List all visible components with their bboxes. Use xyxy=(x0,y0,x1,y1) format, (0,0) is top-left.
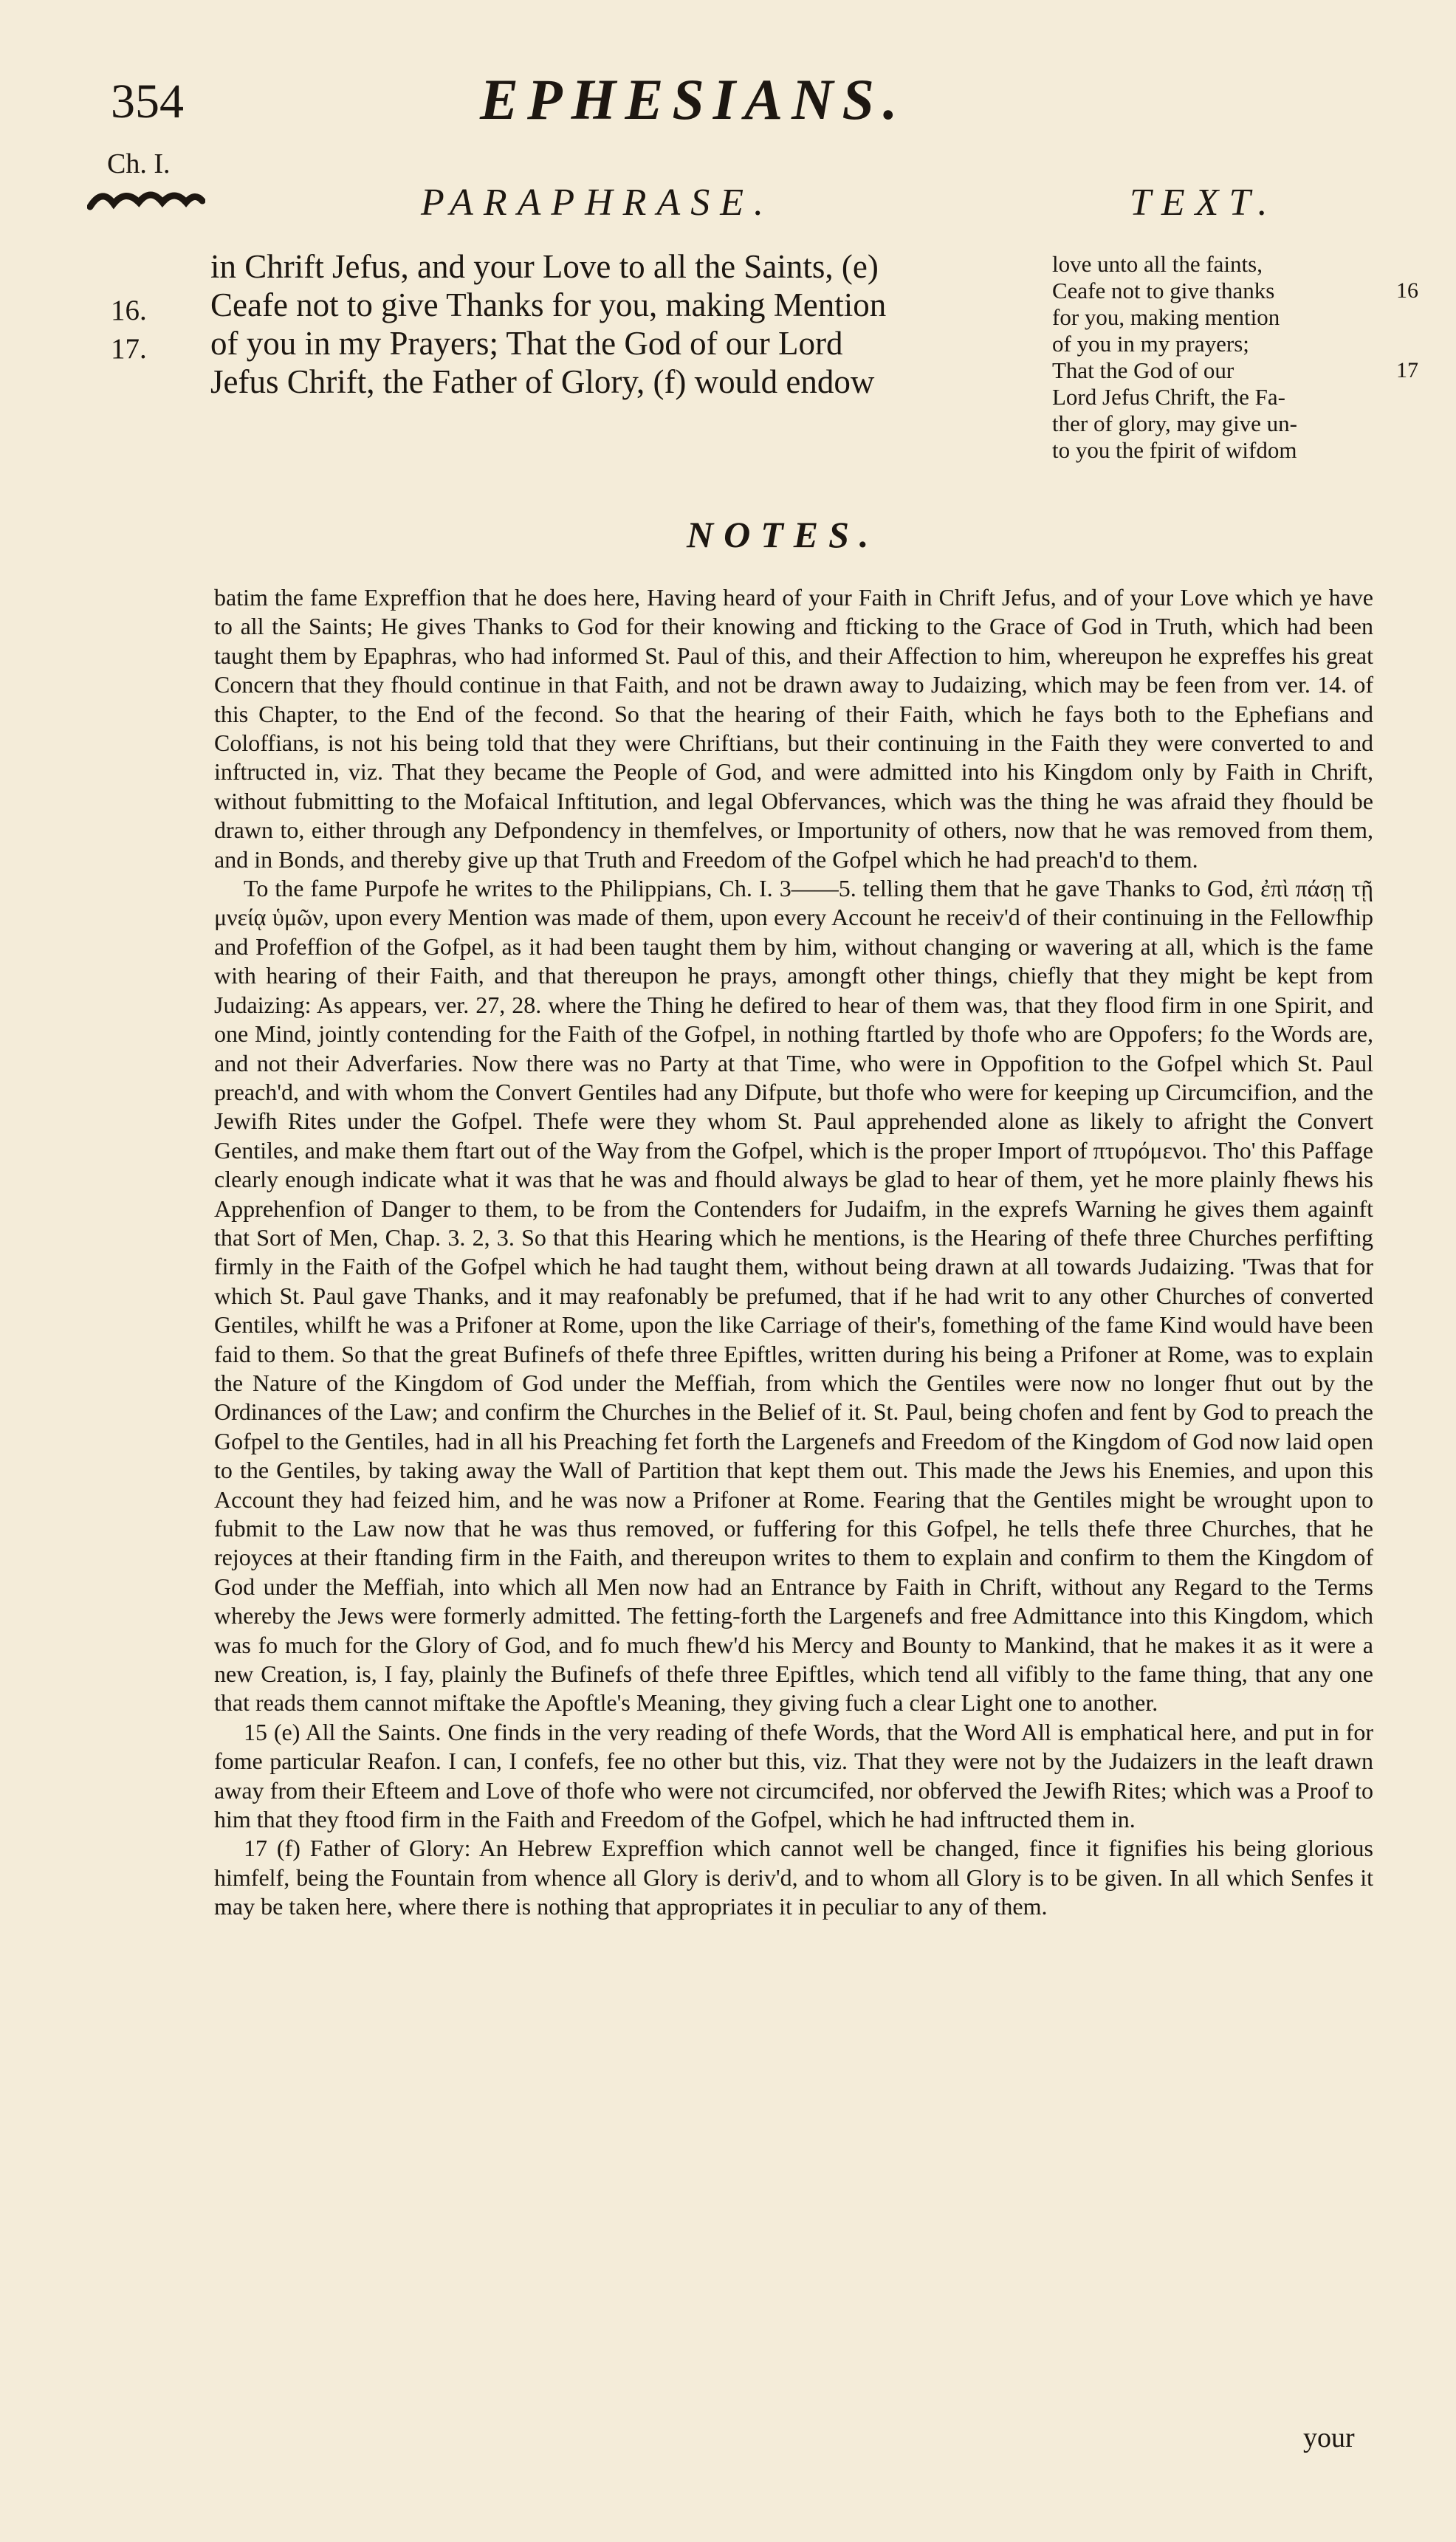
verse-number xyxy=(111,368,147,407)
paraphrase-heading: PARAPHRASE. xyxy=(421,182,774,224)
catchword: your xyxy=(1303,2422,1355,2453)
text-line-content: of you in my prayers; xyxy=(1052,331,1249,357)
paraphrase-column xyxy=(210,247,1037,401)
running-title: EPHESIANS. xyxy=(480,67,907,131)
text-line-content: Ceafe not to give thanks xyxy=(1052,278,1275,303)
text-line-content: That the God of our xyxy=(1052,357,1234,383)
paraphrase-line: Jefus Chrift, the Father of Glory, (f) would endow xyxy=(210,363,875,400)
verse-numbers xyxy=(111,253,147,407)
text-verse-number: 16 xyxy=(1396,278,1418,303)
verse-number: 17. xyxy=(111,333,147,365)
text-line-content: love unto all the faints, xyxy=(1052,251,1263,277)
text-line xyxy=(1052,304,1399,331)
text-verse-number: 17 xyxy=(1396,358,1418,382)
paraphrase-line: in Chrift Jefus, and your Love to all the Saints, (e) xyxy=(210,248,879,285)
note-paragraph: To the fame Purpofe he writes to the Philippians, Ch. I. 3——5. telling them that he gave Thanks to God, ἐπὶ πάσῃ τῇ μνείᾳ ὑμῶν, upon every Mention was made of them, upon every Account he receiv'd of their continuing in the Fellowfhip and Profeffion of the Gofpel, as it had been taught them by him, without changing or wavering at all, which is the fame with hearing of their Faith, and that thereupon he prays, amongft other things, chiefly that they might be kept from Judaizing: As appears, ver. 27, 28. where the Thing he defired to hear of them was, that they flood firm in one Spirit, and one Mind, jointly contending for the Faith of the Gofpel, in nothing ftartled by thofe who are Oppofers; fo the Words are, and not their Adverfaries. Now there was no Party at that Time, who were in Oppofition to the Gofpel which St. Paul preach'd, and with whom the Convert Gentiles had any Difpute, but thofe who were for keeping up Circumcifion, and the Jewifh Rites under the Gofpel. Thefe were they whom St. Paul apprehended alone as likely to afright the Convert Gentiles, and make them ftart out of the Way from the Gofpel, which is the proper Import of πτυρόμενοι. Tho' this Paffage clearly enough indicate what it was that he was and fhould always be glad to hear of them, yet he more plainly fhews his Apprehenfion of Danger to them, to be from the Contenders for Judaifm, in the exprefs Warning he gives them againft that Sort of Men, Chap. 3. 2, 3. So that this Hearing which he mentions, is the Hearing of thefe three Churches perfifting firmly in the Faith of the Gofpel which he had taught them, without being drawn at all towards Judaizing. 'Twas that for which St. Paul gave Thanks, and it may reafonably be prefumed, that if he had writ to any other Churches of converted Gentiles, whilft he was a Prifoner at Rome, upon the like Carriage of their's, fomething of the fame Kind would have been faid to them. So that the great Bufinefs of thefe three Epiftles, written during his being a Prifoner at Rome, was to explain the Nature of the Kingdom of God under the Meffiah, from which the Gentiles were now no longer fhut out by the Ordinances of the Law; and confirm the Churches in the Belief of it. St. Paul, being chofen and fent by God to preach the Gofpel to the Gentiles, had in all his Preaching fet forth the Largenefs and Freedom of the Kingdom of God now laid open to the Gentiles, by taking away the Wall of Partition that kept them out. This made the Jews his Enemies, and upon this Account they had feized him, and he was now a Prifoner at Rome. Fearing that the Gentiles might be wrought upon to fubmit to the Law now that he was thus removed, or fuffering for this Gofpel, he tells thefe three Churches, that he rejoyces at their ftanding firm in the Faith, and thereupon writes to them to explain and confirm to them the Kingdom of God under the Meffiah, into which all Men now had an Entrance by Faith in Chrift, without any Regard to the Terms whereby the Jews were formerly admitted. The fetting-forth the Largenefs and free Admittance into this Kingdom, which was fo much for the Glory of God, and fo much fhew'd his Mercy and Bounty to Mankind, that he makes it as it were a new Creation, is, I fay, plainly the Bufinefs of thefe three Epiftles, which tend all vifibly to the fame thing, that any one that reads them cannot miftake the Apoftle's Meaning, they giving fuch a clear Light one to another. xyxy=(214,875,1373,1717)
text-line xyxy=(1052,437,1399,464)
note-paragraph: 15 (e) All the Saints. One finds in the very reading of thefe Words, that the Word All is emphatical here, and put in for fome particular Reafon. I can, I confefs, fee no other but this, viz. That they were not by the Judaizers in the leaft drawn away from their Efteem and Love of thofe who were not circumcifed, nor obferved the Jewifh Rites; which was a Proof to him that they ftood firm in the Faith and Freedom of the Gofpel, which he had inftructed them in. xyxy=(214,1718,1373,1833)
text-line xyxy=(1052,331,1399,357)
paraphrase-line: of you in my Prayers; That the God of our Lord xyxy=(210,325,843,362)
note-paragraph: batim the fame Expreffion that he does here, Having heard of your Faith in Chrift Jefus, and of your Love which ye have to all the Saints; He gives Thanks to God for their knowing and fticking to the Grace of God in Truth, which had been taught them by Epaphras, who had informed St. Paul of this, and their Affection to him, whereupon he expreffes his great Concern that they fhould continue in that Faith, and not be drawn away to Judaizing, which may be feen from ver. 14. of this Chapter, to the End of the fecond. So that the hearing of their Faith, which he fays both to the Ephefians and Coloffians, is not his being told that they were Chriftians, but their continuing in the Faith they were converted to and inftructed in, viz. That they became the People of God, and were admitted into his Kingdom only by Faith in Chrift, without fubmitting to the Mofaical Inftitution, and legal Obfervances, which was the thing he was afraid they fhould be drawn to, either through any Defpondency in themfelves, or Importunity of others, now that he was removed from them, and in Bonds, and thereby give up that Truth and Freedom of the Gofpel which he had preach'd to them. xyxy=(214,584,1373,873)
page-number: 354 xyxy=(111,75,184,128)
text-line xyxy=(1052,411,1399,437)
note-paragraph: 17 (f) Father of Glory: An Hebrew Expreffion which cannot well be changed, fince it fignifies his being glorious himfelf, being the Fountain from whence all Glory is deriv'd, and to whom all Glory is to be given. In all which Senfes it may be taken here, where there is nothing that appropriates it in peculiar to any of them. xyxy=(214,1835,1373,1920)
text-line-content: Lord Jefus Chrift, the Fa- xyxy=(1052,384,1285,410)
paraphrase-line: Ceafe not to give Thanks for you, making Mention xyxy=(210,286,887,323)
ornament-icon xyxy=(87,185,205,214)
chapter-label: Ch. I. xyxy=(107,148,171,179)
text-line-content: to you the fpirit of wifdom xyxy=(1052,437,1297,463)
text-heading: TEXT. xyxy=(1130,182,1278,224)
text-line xyxy=(1052,278,1418,304)
notes-heading: NOTES. xyxy=(687,514,879,555)
text-line xyxy=(1052,251,1399,278)
verse-number xyxy=(111,253,147,292)
text-line xyxy=(1052,357,1418,384)
text-line xyxy=(1052,384,1399,411)
text-column xyxy=(1052,251,1418,464)
text-line-content: ther of glory, may give un- xyxy=(1052,411,1298,436)
verse-number: 16. xyxy=(111,295,147,326)
text-line-content: for you, making mention xyxy=(1052,304,1280,330)
notes-body xyxy=(214,583,1373,1922)
